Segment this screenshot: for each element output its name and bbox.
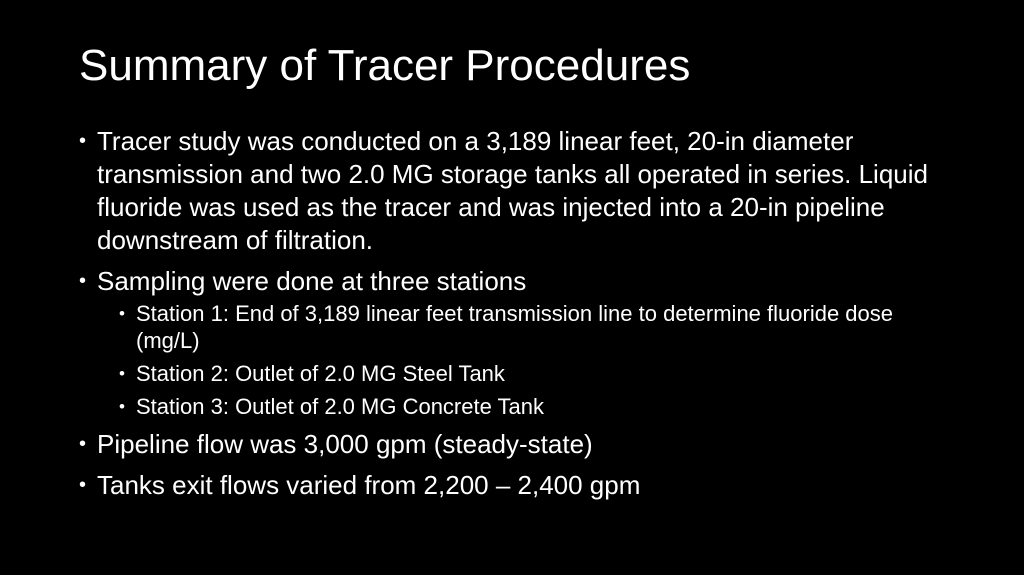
bullet-marker: • [79,270,87,292]
bullet-marker: • [79,433,87,455]
bullet-text: Pipeline flow was 3,000 gpm (steady-state) [97,429,593,459]
sub-bullet-item [119,300,939,354]
bullet-item [79,428,939,461]
sub-bullet-item [119,393,939,420]
sub-bullet-text: Station 2: Outlet of 2.0 MG Steel Tank [136,361,505,386]
sub-bullet-marker: • [119,304,125,323]
bullet-item [79,265,939,298]
bullet-text: Tracer study was conducted on a 3,189 linear feet, 20-in diameter transmission and two 2.0 MG storage tanks all operated in series. Liquid fluoride was used as the tracer and was injected into a 20-in pipeline downstream of filtration. [97,126,928,255]
sub-bullet-text: Station 3: Outlet of 2.0 MG Concrete Tank [136,394,545,419]
sub-bullet-list [79,300,939,420]
bullet-marker: • [79,130,87,152]
bullet-item [79,125,939,257]
bullet-marker: • [79,474,87,496]
slide-content [79,125,939,510]
sub-bullet-item [119,360,939,387]
slide-title: Summary of Tracer Procedures [79,41,691,90]
bullet-text: Tanks exit flows varied from 2,200 – 2,400 gpm [97,470,641,500]
bullet-text: Sampling were done at three stations [97,266,527,296]
bullet-item [79,469,939,502]
sub-bullet-marker: • [119,397,125,416]
sub-bullet-text: Station 1: End of 3,189 linear feet transmission line to determine fluoride dose (mg/L) [136,301,894,353]
sub-bullet-marker: • [119,364,125,383]
